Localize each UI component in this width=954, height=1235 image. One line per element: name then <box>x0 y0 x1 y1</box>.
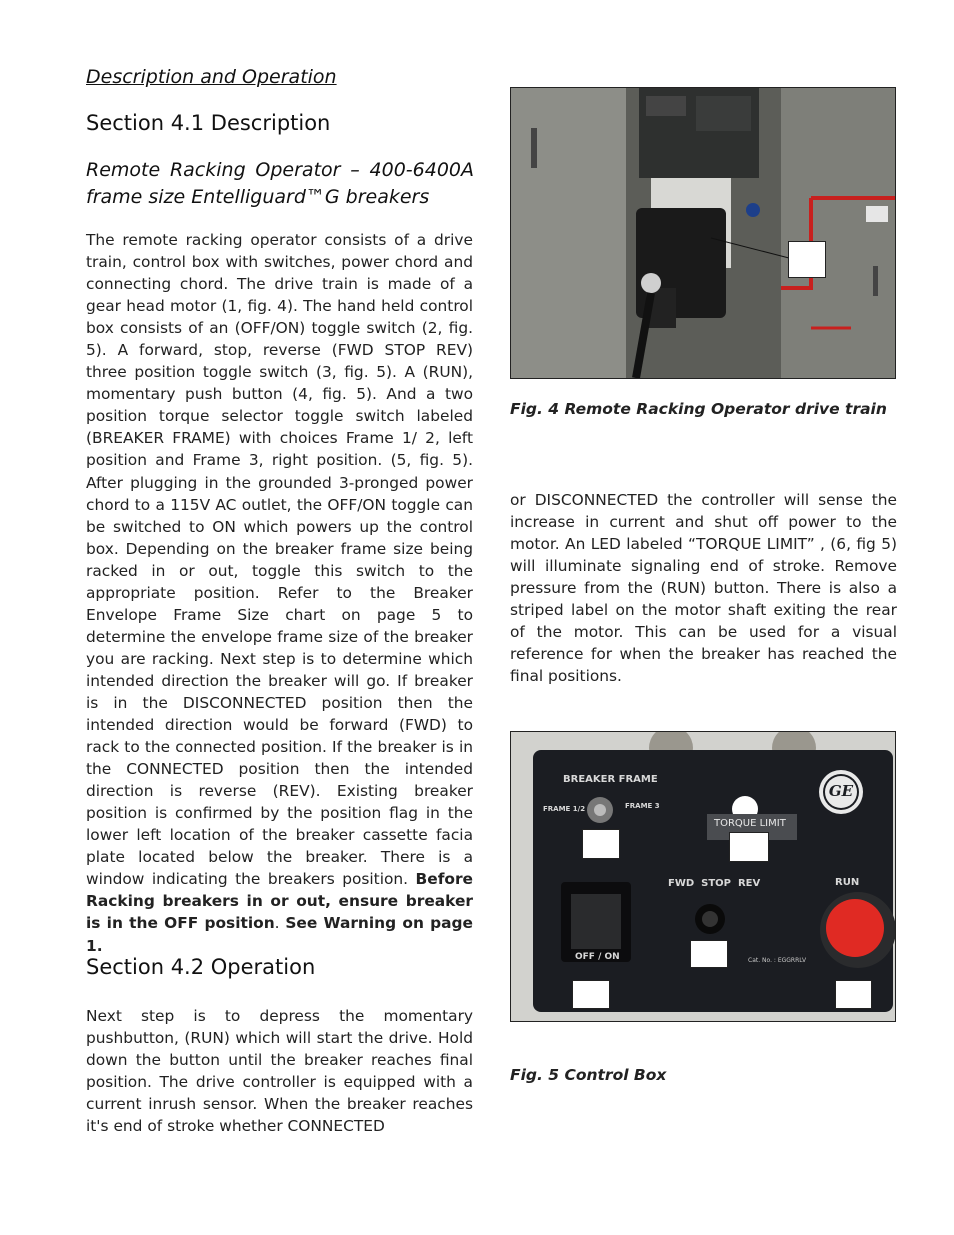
run-label: RUN <box>835 877 860 888</box>
section-4-2-title: Section 4.2 Operation <box>86 955 316 979</box>
drive-train-illustration <box>511 88 895 378</box>
racking-warning: Before Racking breakers in or out, ensure breaker is in the OFF position <box>86 870 473 933</box>
off-on-label: OFF / ON <box>575 952 620 962</box>
ge-logo: GE <box>828 782 854 800</box>
torque-limit-label: TORQUE LIMIT <box>714 818 786 829</box>
section-header: Description and Operation <box>86 66 337 88</box>
fig4-callout-1 <box>788 241 826 278</box>
section-4-2-body: Next step is to depress the momentary pushbutton, (RUN) which will start the drive. Hold down the button until the breaker reaches final position. The drive controller is equipped with a current inrush sensor. When the breaker reaches it's end of stroke whether CONNECTED <box>86 1007 473 1136</box>
section-4-2-continued: or DISCONNECTED the controller will sense the increase in current and shut off power to the motor. An LED labeled “TORQUE LIMIT” , (6, fig 5) will illuminate signaling end of stroke. Remove pressure from the (RUN) button. There is also a striped label on the motor shaft exiting the rear of the motor. This can be used for a visual reference for when the breaker has reached the final positions. <box>510 491 897 686</box>
section-4-1-body <box>86 229 473 957</box>
catalog-number-label: Cat. No. : EGGRRLV <box>748 957 807 964</box>
fig5-callout-2 <box>572 980 610 1009</box>
fig5-callout-3 <box>690 940 728 968</box>
fig4-caption: Fig. 4 Remote Racking Operator drive train <box>510 400 887 418</box>
warning-separator: . <box>274 914 286 933</box>
fig5-photo <box>510 731 896 1022</box>
section-4-1-title: Section 4.1 Description <box>86 111 331 135</box>
fig5-callout-6 <box>729 832 769 862</box>
warning-reference: See Warning on page 1. <box>86 914 473 955</box>
fig5-callout-5 <box>582 829 620 859</box>
fig5-caption: Fig. 5 Control Box <box>510 1066 667 1084</box>
section-4-1-subtitle: Remote Racking Operator – 400-6400A frame size Entelliguard™G breakers <box>86 159 474 208</box>
frame12-label: FRAME 1/2 <box>543 805 586 813</box>
frame3-label: FRAME 3 <box>625 802 660 810</box>
breaker-frame-label: BREAKER FRAME <box>563 774 658 785</box>
fig5-callout-4 <box>835 980 872 1009</box>
fig4-photo <box>510 87 896 379</box>
fwd-stop-rev-label: FWD STOP REV <box>668 878 761 889</box>
section-4-1-paragraph: The remote racking operator consists of a drive train, control box with switches, power chord and connecting chord. The drive train is made of a gear head motor (1, fig. 4). The hand held control box consists of an (OFF/ON) toggle switch (2, fig. 5). A forward, stop, reverse (FWD STOP REV) three position toggle switch (3, fig. 5). A (RUN), momentary push button (4, fig. 5). And a two position torque selector toggle switch labeled (BREAKER FRAME) with choices Frame 1/ 2, left position and Frame 3, right position. (5, fig. 5). After plugging in the grounded 3-pronged power chord to a 115V AC outlet, the OFF/ON toggle can be switched to ON which powers up the control box. Depending on the breaker frame size being racked in or out, toggle this switch to the appropriate position. Refer to the Breaker Envelope Frame Size chart on page 5 to determine the envelope frame size of the breaker you are racking. Next step is to determine which intended direction the breaker will go. If breaker is in the DISCONNECTED position then the intended direction would be forward (FWD) to rack to the connected position. If the breaker is in the CONNECTED position then the intended direction is reverse (REV). Existing breaker position is confirmed by the position flag in the lower left location of the breaker cassette facia plate located below the breaker. There is a window indicating the breakers position. <box>86 231 473 889</box>
